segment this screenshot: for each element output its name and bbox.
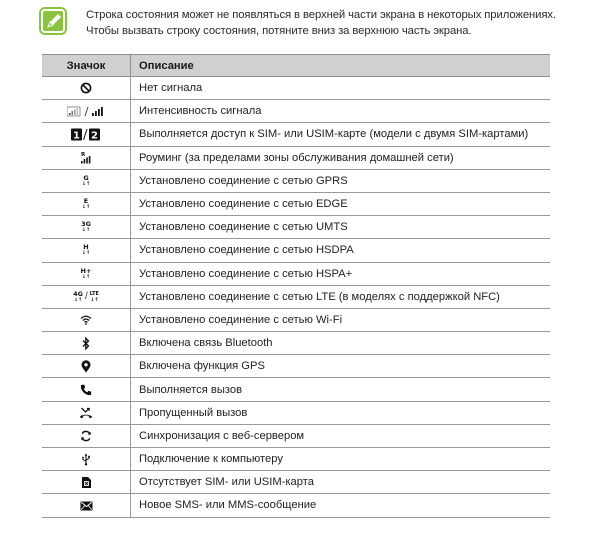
usb-icon [81,453,91,466]
roaming-icon [80,151,92,164]
row-description: Включена функция GPS [131,355,551,378]
row-description: Новое SMS- или MMS-сообщение [131,494,551,517]
table-row [42,471,550,494]
row-description: Установлено соединение с сетью HSDPA [131,239,551,262]
missed-call-icon [79,407,93,419]
table-row [42,192,550,215]
status-icons-table [42,54,550,518]
table-row [42,169,550,192]
table-row [42,401,550,424]
lte-icon: 4G ↓↑ [73,289,83,303]
gps-icon [81,360,91,373]
table-row [42,123,550,146]
table-row [42,494,550,517]
note-line-2: Чтобы вызвать строку состояния, потяните вниз за верхнюю часть экрана. [86,24,472,37]
table-row [42,239,550,262]
header-icon-column: Значок [42,55,131,77]
umts-icon: 3G ↓↑ [81,220,91,234]
table-row [42,424,550,447]
table-row [42,308,550,331]
table-row [42,332,550,355]
hspa-plus-icon: H+ ↓↑ [80,266,92,280]
row-description: Нет сигнала [131,77,551,100]
call-icon [80,384,92,396]
row-description: Установлено соединение с сетью EDGE [131,192,551,215]
no-signal-icon [80,82,92,94]
no-sim-icon [81,476,92,489]
table-row [42,378,550,401]
svg-text:R: R [81,152,86,159]
message-icon [80,501,93,511]
table-row [42,77,550,100]
row-description: Установлено соединение с сетью UMTS [131,216,551,239]
header-description-column: Описание [131,55,551,77]
signal-strength-icon [67,106,105,117]
separator-slash: / [84,291,88,303]
row-description: Установлено соединение с сетью LTE (в моделях с поддержкой NFC) [131,285,551,308]
bluetooth-icon [82,337,90,350]
row-description: Отсутствует SIM- или USIM-карта [131,471,551,494]
table-row [42,355,550,378]
note-block [38,6,578,42]
row-description: Пропущенный вызов [131,401,551,424]
svg-text:1: 1 [73,130,80,141]
table-row [42,285,550,308]
row-description: Выполняется вызов [131,378,551,401]
row-description: Роуминг (за пределами зоны обслуживания домашней сети) [131,146,551,169]
row-description: Интенсивность сигнала [131,100,551,123]
table-row [42,100,550,123]
sim-1-2-icon [71,128,101,141]
row-description: Установлено соединение с сетью GPRS [131,169,551,192]
note-pencil-icon [38,6,68,36]
hsdpa-icon: H ↓↑ [81,243,91,257]
table-row [42,216,550,239]
lte-alt-icon: LTE ↓↑ [89,290,99,303]
row-description: Выполняется доступ к SIM- или USIM-карте (модели с двумя SIM-картами) [131,123,551,146]
table-row [42,146,550,169]
row-description: Установлено соединение с сетью Wi-Fi [131,308,551,331]
wifi-icon [80,314,92,326]
note-text [86,8,586,39]
row-description: Включена связь Bluetooth [131,332,551,355]
table-row [42,262,550,285]
edge-icon: E ↓↑ [81,197,91,211]
table-header-row [42,55,550,77]
row-description: Синхронизация с веб-сервером [131,424,551,447]
note-line-1: Строка состояния может не появляться в верхней части экрана в некоторых приложениях. [86,9,556,21]
row-description: Установлено соединение с сетью HSPA+ [131,262,551,285]
sync-icon [80,430,92,442]
table-row [42,448,550,471]
row-description: Подключение к компьютеру [131,448,551,471]
svg-text:2: 2 [91,130,98,141]
gprs-icon: G ↓↑ [81,173,91,187]
